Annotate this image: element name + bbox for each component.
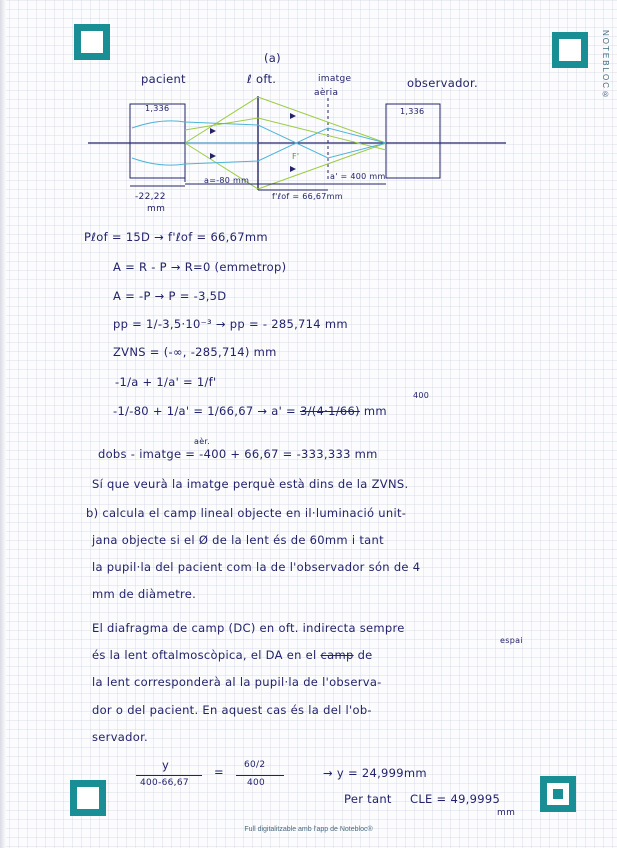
dimension-focal: f'ℓof = 66,67mm: [272, 192, 343, 201]
line-question-b-4: mm de diàmetre.: [92, 587, 197, 601]
fraction2-bar: [236, 775, 284, 776]
line-accommodation: A = R - P → R=0 (emmetrop): [113, 260, 287, 274]
dimension-left-value: -22,22: [135, 192, 166, 202]
answer-2-struck-word: camp: [320, 648, 354, 662]
line-question-b-2: jana objecte si el Ø de la lent és de 60mm i tant: [92, 533, 384, 547]
fraction1-numerator: y: [162, 758, 170, 772]
answer-2-tail: de: [357, 648, 373, 662]
dimension-a: a=-80 mm: [204, 176, 250, 185]
line-answer-2: [92, 648, 373, 662]
line-near-point: pp = 1/-3,5·10⁻³ → pp = - 285,714 mm: [113, 317, 348, 331]
line-answer-5: servador.: [92, 730, 149, 744]
equation-result: → y = 24,999mm: [323, 766, 427, 780]
line-distance: dobs - imatge = -400 + 66,67 = -333,333 mm: [98, 447, 378, 461]
line-lens-equation: -1/a + 1/a' = 1/f': [115, 375, 217, 389]
fraction2-numerator: 60/2: [244, 760, 266, 770]
label-image-line1: imatge: [318, 74, 352, 84]
fraction1-denominator: 400-66,67: [140, 778, 189, 788]
label-oft: ℓ oft.: [247, 72, 277, 86]
line-power: Pℓof = 15D → f'ℓof = 66,67mm: [84, 230, 268, 244]
line-conclusion: Sí que veurà la imatge perquè està dins de la ZVNS.: [92, 477, 409, 491]
patient-eye-box: [130, 104, 185, 178]
final-result-label: Per tant: [344, 792, 392, 806]
line-distance-annotation: aèr.: [194, 437, 211, 446]
label-patient: pacient: [141, 72, 186, 86]
line-a-prime-correction: 400: [413, 391, 430, 400]
focus-label: F': [292, 152, 300, 161]
dimension-left-unit: mm: [147, 204, 166, 214]
line-question-b-1: b) calcula el camp lineal objecte en il·luminació unit-: [86, 506, 407, 520]
optical-diagram: [0, 0, 617, 240]
a-prime-calc-text: -1/-80 + 1/a' = 1/66,67 → a' =: [113, 404, 296, 418]
line-question-b-3: la pupil·la del pacient com la de l'observador són de 4: [92, 560, 421, 574]
final-result-value: CLE = 49,9995: [410, 792, 501, 806]
fraction2-denominator: 400: [247, 778, 266, 788]
line-p-value: A = -P → P = -3,5D: [113, 289, 227, 303]
label-observer: observador.: [407, 76, 478, 90]
corner-marker-bottom-left: [70, 780, 106, 816]
label-image-line2: aèria: [314, 88, 339, 98]
a-prime-struck-value: 3/(4·1/66): [299, 404, 360, 418]
corner-marker-bottom-right: [540, 776, 576, 812]
refractive-index-left: 1,336: [145, 104, 170, 113]
final-result-unit: mm: [497, 808, 516, 818]
line-answer-2-annotation: espai: [500, 636, 523, 645]
dimension-a-prime: a' = 400 mm: [330, 172, 386, 181]
refractive-index-right: 1,336: [400, 107, 425, 116]
page-footer: Full digitalitzable amb l'app de Notebloc®: [244, 826, 373, 833]
line-a-prime-calc: [113, 404, 387, 418]
answer-2-text: és la lent oftalmoscòpica, el DA en el: [92, 648, 317, 662]
diagram-header-mark: (a): [264, 51, 281, 65]
fraction1-bar: [136, 775, 202, 776]
line-answer-4: dor o del pacient. En aquest cas és la del l'ob-: [92, 703, 372, 717]
line-answer-3: la lent corresponderà al la pupil·la de l'observa-: [92, 675, 382, 689]
brand-vertical-text: NOTEBLOC®: [601, 30, 610, 102]
line-zvns: ZVNS = (-∞, -285,714) mm: [113, 345, 277, 359]
line-answer-1: El diafragma de camp (DC) en oft. indirecta sempre: [92, 621, 405, 635]
equation-equals: =: [214, 765, 224, 779]
a-prime-unit: mm: [363, 404, 387, 418]
